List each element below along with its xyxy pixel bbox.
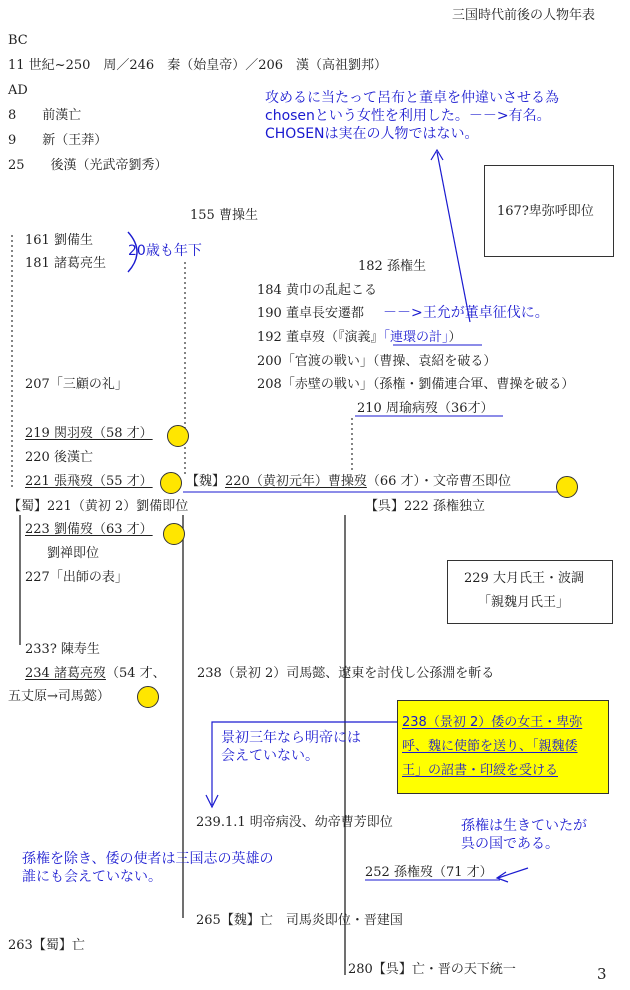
note-sonken-1: 孫権は生きていたが: [461, 818, 587, 834]
event-234-wuzhang: 五丈原→司馬懿）: [8, 689, 110, 704]
bc-label: BC: [8, 33, 28, 48]
wa-queen-line-1: 238（景初 2）倭の女王・卑弥: [402, 715, 583, 730]
pointer-arrow-icon: [437, 152, 470, 322]
event-263: 263【蜀】亡: [8, 938, 85, 953]
event-280: 280【呉】亡・晋の天下統一: [348, 962, 516, 977]
event-220: 220 後漢亡: [25, 450, 93, 465]
note-chosen-1: 攻めるに当たって呂布と董卓を仲違いさせる為: [265, 90, 559, 106]
wa-queen-line-2: 呼、魏に使節を送り、「親魏倭: [402, 739, 578, 754]
event-155: 155 曹操生: [190, 208, 258, 223]
note-chosen-2: chosenという女性を利用した。－－>有名。: [265, 108, 551, 124]
event-181: 181 諸葛亮生: [25, 256, 106, 271]
event-219: 219 関羽歿（58 才）: [25, 426, 153, 441]
marker-dot: [160, 472, 182, 494]
event-252: 252 孫権歿（71 才）: [365, 865, 493, 880]
note-keisho-2: 会えていない。: [221, 748, 319, 764]
event-221-zhang: 221 張飛歿（55 才）: [25, 474, 153, 489]
note-no-heroes-2: 誰にも会えていない。: [22, 869, 162, 885]
bc-line: 11 世紀~250 周／246 秦（始皇帝）／206 漢（高祖劉邦）: [8, 58, 388, 73]
event-210: 210 周瑜病歿（36才）: [357, 401, 494, 416]
marker-dot: [137, 686, 159, 708]
event-190-note: －－>王允が董卓征伐に。: [383, 305, 549, 321]
event-9: 9 新（王莽）: [8, 133, 108, 148]
event-192: 192 董卓歿（『演義』「連環の計」）: [257, 330, 462, 345]
event-190: 190 董卓長安遷都: [257, 306, 364, 321]
event-182: 182 孫権生: [358, 259, 426, 274]
marker-dot: [163, 523, 185, 545]
event-184: 184 黄巾の乱起こる: [257, 283, 377, 298]
event-208: 208「赤壁の戦い」（孫権・劉備連合軍、曹操を破る）: [257, 377, 575, 392]
note-chosen-3: CHOSENは実在の人物ではない。: [265, 126, 479, 142]
note-sonken-2: 呉の国である。: [461, 836, 559, 852]
ad-label: AD: [8, 83, 28, 98]
event-227: 227「出師の表」: [25, 570, 128, 585]
marker-dot: [556, 476, 578, 498]
page-number: 3: [597, 965, 607, 983]
gekkushi-line-1: 229 大月氏王・波調: [464, 571, 584, 586]
note-twenty-years: 20歳も年下: [128, 243, 202, 259]
arrow-to-252-icon: [498, 868, 528, 878]
himiko-box: [484, 165, 614, 257]
gekkushi-box: [447, 560, 613, 624]
event-222-wu: 【呉】222 孫権独立: [365, 499, 485, 514]
event-25: 25 後漢（光武帝劉秀）: [8, 158, 168, 173]
gekkushi-line-2: 「親魏月氏王」: [478, 595, 570, 610]
note-keisho-1: 景初三年なら明帝には: [221, 730, 361, 746]
note-no-heroes-1: 孫権を除き、倭の使者は三国志の英雄の: [22, 851, 274, 867]
wa-queen-line-3: 王」の詔書・印綬を受ける: [402, 763, 559, 778]
event-161: 161 劉備生: [25, 233, 93, 248]
wa-queen-box: [397, 700, 609, 794]
event-265: 265【魏】亡 司馬炎即位・晋建国: [196, 913, 403, 928]
page-title: 三国時代前後の人物年表: [452, 8, 596, 23]
event-233: 233? 陳寿生: [25, 642, 100, 657]
event-220-wei: 【魏】220（黄初元年）曹操歿（66 才）・文帝曹丕即位: [186, 474, 512, 489]
event-239: 239.1.1 明帝病没、幼帝曹芳即位: [196, 815, 393, 830]
event-223: 223 劉備歿（63 才）: [25, 522, 153, 537]
event-200: 200「官渡の戦い」（曹操、袁紹を破る）: [257, 354, 497, 369]
event-238-sima: 238（景初 2）司馬懿、遼東を討伐し公孫淵を斬る: [197, 666, 495, 681]
event-207: 207「三顧の礼」: [25, 377, 128, 392]
event-8: 8 前漢亡: [8, 108, 82, 123]
event-221-shu: 【蜀】221（黄初 2）劉備即位: [8, 499, 189, 514]
himiko-text: 167?卑弥呼即位: [497, 204, 594, 219]
marker-dot: [167, 425, 189, 447]
event-223-liushan: 劉禅即位: [47, 546, 100, 561]
event-234: 234 諸葛亮歿（54 才、: [25, 666, 166, 681]
